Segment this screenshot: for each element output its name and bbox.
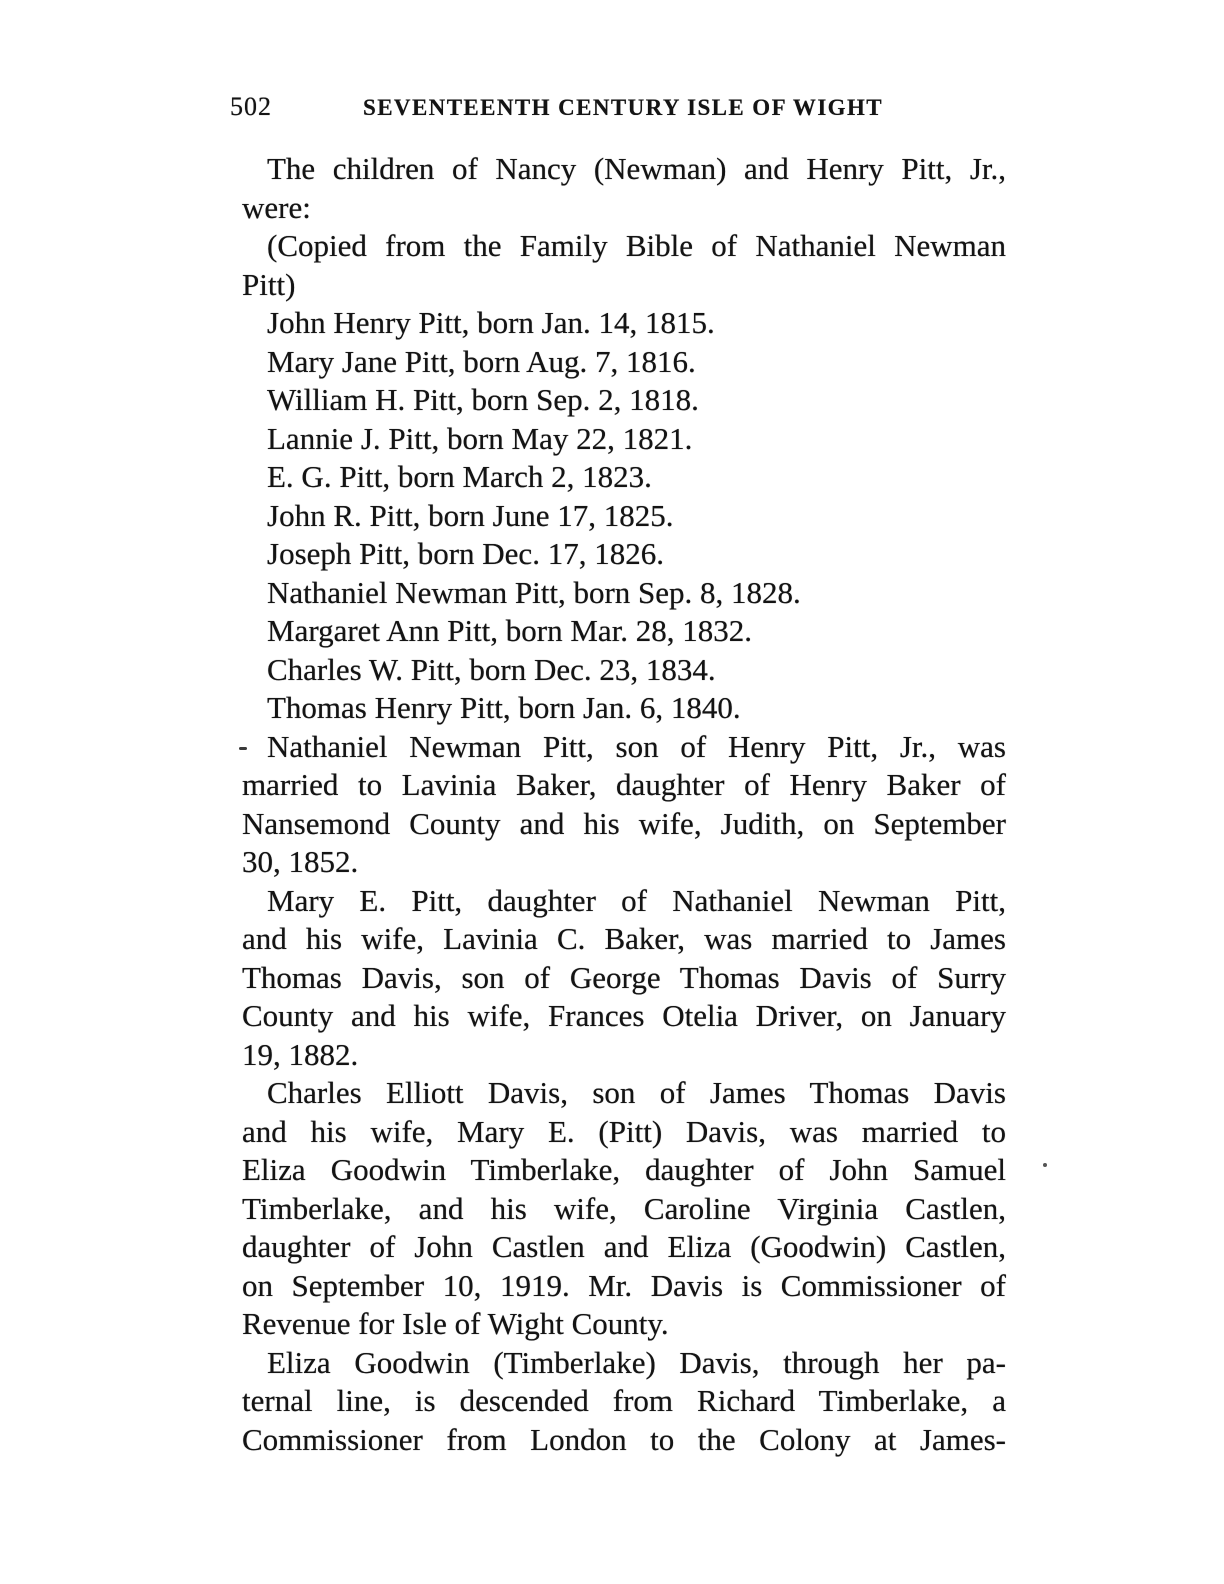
text-line: Eliza Goodwin (Timberlake) Davis, through her pa- [267,1344,1006,1380]
text-line: Pitt) [242,266,296,302]
text-line: married to Lavinia Baker, daughter of Henry Baker of [242,767,1006,802]
running-title: SEVENTEENTH CENTURY ISLE OF WIGHT [363,95,883,120]
text-line: Thomas Henry Pitt, born Jan. 6, 1840. [267,690,741,725]
text-line: ternal line, is descended from Richard Timberlake, a [242,1383,1006,1418]
text-line: (Copied from the Family Bible of Nathaniel Newman [267,228,1006,263]
text-line: John Henry Pitt, born Jan. 14, 1815. [267,305,715,340]
text-line: daughter of John Castlen and Eliza (Goodwin) Castlen, [242,1229,1006,1264]
text-line: 19, 1882. [242,1036,359,1072]
text-line: Nathaniel Newman Pitt, born Sep. 8, 1828. [267,574,801,610]
text-line: Mary Jane Pitt, born Aug. 7, 1816. [267,343,696,379]
page-number: 502 [230,92,272,121]
text-line: John R. Pitt, born June 17, 1825. [267,497,674,533]
text-line: Joseph Pitt, born Dec. 17, 1826. [267,536,664,571]
text-line: on September 10, 1919. Mr. Davis is Commissioner of [242,1267,1006,1303]
text-line: Margaret Ann Pitt, born Mar. 28, 1832. [267,613,753,648]
text-line: Revenue for Isle of Wight County. [242,1306,669,1341]
text-line: County and his wife, Frances Otelia Driver, on January [242,998,1006,1033]
text-line: and his wife, Lavinia C. Baker, was married to James [242,921,1006,956]
text-line: Charles W. Pitt, born Dec. 23, 1834. [267,651,716,687]
text-line: Eliza Goodwin Timberlake, daughter of John Samuel [242,1152,1006,1187]
text-line: Commissioner from London to the Colony at James- [242,1421,1006,1457]
text-line: were: [242,189,311,225]
text-line: Lannie J. Pitt, born May 22, 1821. [267,420,693,456]
text-line: Mary E. Pitt, daughter of Nathaniel Newman Pitt, [267,882,1006,918]
text-line: Nansemond County and his wife, Judith, on September [242,805,1006,841]
ink-dash-artifact [239,747,247,750]
text-line: and his wife, Mary E. (Pitt) Davis, was married to [242,1113,1006,1149]
text-line: Timberlake, and his wife, Caroline Virginia Castlen, [242,1190,1006,1226]
text-line: Charles Elliott Davis, son of James Thomas Davis [267,1075,1006,1110]
text-line: William H. Pitt, born Sep. 2, 1818. [267,382,699,417]
ink-dot-artifact [1043,1163,1047,1167]
page-text [242,150,1006,1459]
text-line: The children of Nancy (Newman) and Henry Pitt, Jr., [267,151,1006,186]
text-line: 30, 1852. [242,844,359,879]
text-line: E. G. Pitt, born March 2, 1823. [267,459,652,494]
text-line: Thomas Davis, son of George Thomas Davis of Surry [242,959,1006,995]
text-line: Nathaniel Newman Pitt, son of Henry Pitt, Jr., was [267,728,1006,764]
